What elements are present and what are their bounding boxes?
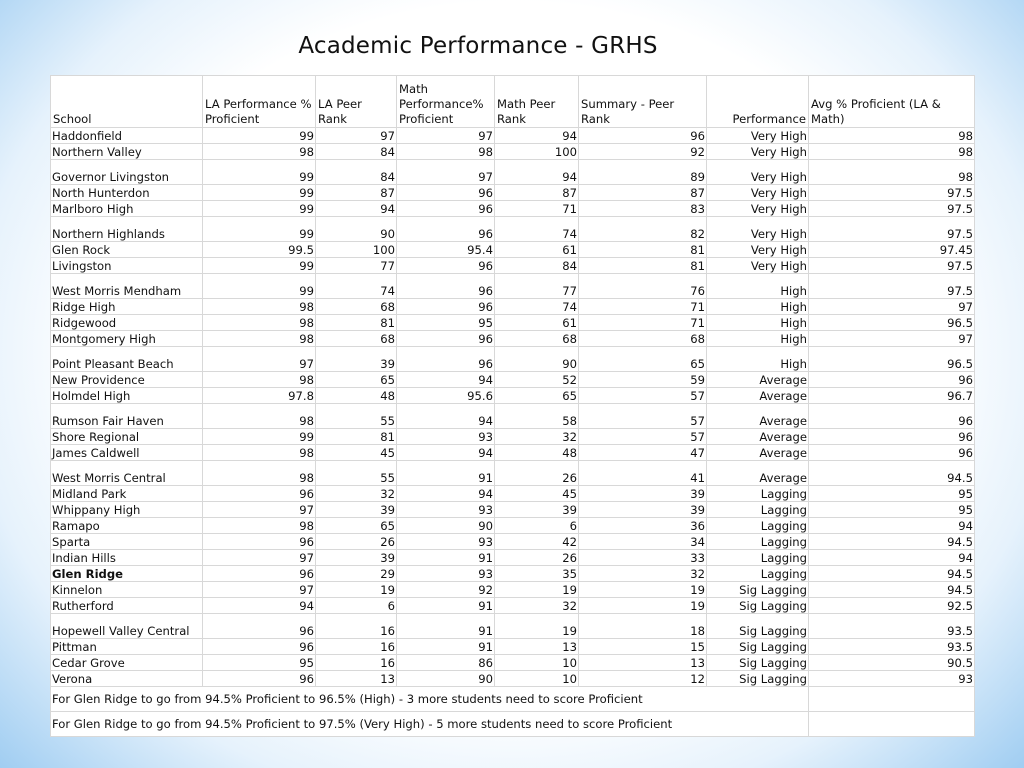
cell-avg-proficient: 95 xyxy=(809,502,975,518)
table-row xyxy=(51,429,975,445)
cell-avg-proficient: 94 xyxy=(809,518,975,534)
cell-performance: Average xyxy=(707,461,809,486)
table-row xyxy=(51,598,975,614)
cell-math-peer-rank: 19 xyxy=(495,582,579,598)
cell-school: Livingston xyxy=(51,258,203,274)
cell-la-proficient: 99 xyxy=(203,201,316,217)
cell-math-peer-rank: 19 xyxy=(495,614,579,639)
cell-math-peer-rank: 90 xyxy=(495,347,579,372)
cell-math-proficient: 91 xyxy=(397,614,495,639)
table-row xyxy=(51,639,975,655)
cell-performance: Very High xyxy=(707,242,809,258)
cell-performance: Lagging xyxy=(707,534,809,550)
cell-performance: Average xyxy=(707,388,809,404)
cell-school: Verona xyxy=(51,671,203,687)
cell-math-peer-rank: 71 xyxy=(495,201,579,217)
cell-la-proficient: 98 xyxy=(203,315,316,331)
cell-la-proficient: 98 xyxy=(203,299,316,315)
cell-school: Ridge High xyxy=(51,299,203,315)
cell-math-peer-rank: 61 xyxy=(495,315,579,331)
cell-math-proficient: 93 xyxy=(397,429,495,445)
cell-avg-proficient: 97.5 xyxy=(809,258,975,274)
cell-math-proficient: 98 xyxy=(397,144,495,160)
cell-la-proficient: 96 xyxy=(203,486,316,502)
cell-avg-proficient: 97.5 xyxy=(809,201,975,217)
cell-la-proficient: 99 xyxy=(203,274,316,299)
cell-performance: Average xyxy=(707,372,809,388)
cell-la-proficient: 98 xyxy=(203,461,316,486)
cell-math-peer-rank: 77 xyxy=(495,274,579,299)
cell-la-proficient: 96 xyxy=(203,614,316,639)
table-row xyxy=(51,347,975,372)
cell-avg-proficient: 97 xyxy=(809,299,975,315)
cell-avg-proficient: 93 xyxy=(809,671,975,687)
cell-la-proficient: 99 xyxy=(203,185,316,201)
cell-school: Indian Hills xyxy=(51,550,203,566)
cell-la-peer-rank: 65 xyxy=(316,518,397,534)
table-row xyxy=(51,242,975,258)
cell-summary-peer-rank: 71 xyxy=(579,299,707,315)
table-row xyxy=(51,614,975,639)
cell-la-peer-rank: 19 xyxy=(316,582,397,598)
cell-la-peer-rank: 39 xyxy=(316,550,397,566)
cell-math-peer-rank: 32 xyxy=(495,429,579,445)
cell-math-proficient: 93 xyxy=(397,502,495,518)
cell-la-proficient: 94 xyxy=(203,598,316,614)
table-row xyxy=(51,388,975,404)
cell-performance: Very High xyxy=(707,128,809,144)
cell-la-peer-rank: 16 xyxy=(316,614,397,639)
cell-la-proficient: 99 xyxy=(203,128,316,144)
cell-math-peer-rank: 10 xyxy=(495,655,579,671)
table-body xyxy=(51,128,975,687)
cell-summary-peer-rank: 57 xyxy=(579,429,707,445)
cell-performance: Very High xyxy=(707,258,809,274)
cell-math-peer-rank: 26 xyxy=(495,550,579,566)
cell-la-proficient: 98 xyxy=(203,518,316,534)
cell-performance: High xyxy=(707,299,809,315)
cell-performance: Sig Lagging xyxy=(707,655,809,671)
cell-la-peer-rank: 16 xyxy=(316,639,397,655)
cell-la-peer-rank: 84 xyxy=(316,160,397,185)
header-avg-proficient: Avg % Proficient (LA & Math) xyxy=(809,76,975,128)
cell-la-peer-rank: 94 xyxy=(316,201,397,217)
cell-math-proficient: 95 xyxy=(397,315,495,331)
cell-avg-proficient: 96.5 xyxy=(809,347,975,372)
note-text: For Glen Ridge to go from 94.5% Proficient to 97.5% (Very High) - 5 more students need to score Proficient xyxy=(51,712,809,737)
cell-performance: High xyxy=(707,331,809,347)
cell-summary-peer-rank: 65 xyxy=(579,347,707,372)
cell-avg-proficient: 94.5 xyxy=(809,534,975,550)
note-empty-cell xyxy=(809,687,975,712)
cell-performance: Sig Lagging xyxy=(707,639,809,655)
cell-la-proficient: 99.5 xyxy=(203,242,316,258)
cell-avg-proficient: 97.45 xyxy=(809,242,975,258)
cell-la-proficient: 97 xyxy=(203,347,316,372)
table-row xyxy=(51,372,975,388)
note-empty-cell xyxy=(809,712,975,737)
cell-math-peer-rank: 74 xyxy=(495,217,579,242)
cell-math-proficient: 96 xyxy=(397,331,495,347)
header-la-proficient: LA Performance % Proficient xyxy=(203,76,316,128)
cell-avg-proficient: 93.5 xyxy=(809,614,975,639)
cell-math-peer-rank: 87 xyxy=(495,185,579,201)
cell-avg-proficient: 96 xyxy=(809,429,975,445)
cell-school: Haddonfield xyxy=(51,128,203,144)
cell-performance: High xyxy=(707,315,809,331)
cell-math-peer-rank: 45 xyxy=(495,486,579,502)
cell-math-peer-rank: 39 xyxy=(495,502,579,518)
cell-performance: Average xyxy=(707,404,809,429)
cell-avg-proficient: 97 xyxy=(809,331,975,347)
cell-school: West Morris Central xyxy=(51,461,203,486)
cell-math-proficient: 90 xyxy=(397,671,495,687)
cell-la-proficient: 97 xyxy=(203,582,316,598)
cell-avg-proficient: 97.5 xyxy=(809,217,975,242)
cell-performance: Very High xyxy=(707,185,809,201)
cell-summary-peer-rank: 19 xyxy=(579,582,707,598)
cell-la-peer-rank: 39 xyxy=(316,502,397,518)
cell-math-peer-rank: 52 xyxy=(495,372,579,388)
cell-summary-peer-rank: 19 xyxy=(579,598,707,614)
cell-performance: High xyxy=(707,347,809,372)
cell-la-peer-rank: 90 xyxy=(316,217,397,242)
cell-summary-peer-rank: 81 xyxy=(579,258,707,274)
table-row xyxy=(51,582,975,598)
cell-performance: Sig Lagging xyxy=(707,614,809,639)
table-row xyxy=(51,274,975,299)
page-title: Academic Performance - GRHS xyxy=(298,33,658,59)
cell-summary-peer-rank: 59 xyxy=(579,372,707,388)
cell-math-peer-rank: 6 xyxy=(495,518,579,534)
cell-summary-peer-rank: 71 xyxy=(579,315,707,331)
table-row xyxy=(51,185,975,201)
cell-la-peer-rank: 16 xyxy=(316,655,397,671)
cell-math-proficient: 91 xyxy=(397,639,495,655)
table-row xyxy=(51,445,975,461)
cell-la-peer-rank: 39 xyxy=(316,347,397,372)
cell-la-peer-rank: 68 xyxy=(316,299,397,315)
cell-avg-proficient: 96 xyxy=(809,445,975,461)
cell-la-proficient: 98 xyxy=(203,331,316,347)
cell-la-proficient: 96 xyxy=(203,534,316,550)
cell-performance: Sig Lagging xyxy=(707,582,809,598)
header-math-peer-rank: Math Peer Rank xyxy=(495,76,579,128)
cell-math-peer-rank: 94 xyxy=(495,128,579,144)
cell-summary-peer-rank: 57 xyxy=(579,404,707,429)
cell-avg-proficient: 94.5 xyxy=(809,582,975,598)
cell-school: Holmdel High xyxy=(51,388,203,404)
cell-la-peer-rank: 81 xyxy=(316,315,397,331)
cell-performance: Very High xyxy=(707,160,809,185)
table-row xyxy=(51,331,975,347)
cell-math-proficient: 94 xyxy=(397,404,495,429)
cell-math-proficient: 95.4 xyxy=(397,242,495,258)
cell-la-proficient: 99 xyxy=(203,160,316,185)
cell-math-peer-rank: 65 xyxy=(495,388,579,404)
table-row xyxy=(51,486,975,502)
cell-la-peer-rank: 84 xyxy=(316,144,397,160)
cell-la-proficient: 98 xyxy=(203,445,316,461)
cell-la-peer-rank: 97 xyxy=(316,128,397,144)
cell-la-proficient: 99 xyxy=(203,429,316,445)
cell-school: Cedar Grove xyxy=(51,655,203,671)
cell-performance: Lagging xyxy=(707,486,809,502)
cell-math-proficient: 90 xyxy=(397,518,495,534)
cell-school: Ridgewood xyxy=(51,315,203,331)
cell-avg-proficient: 94.5 xyxy=(809,461,975,486)
cell-la-peer-rank: 45 xyxy=(316,445,397,461)
cell-avg-proficient: 97.5 xyxy=(809,185,975,201)
cell-math-peer-rank: 100 xyxy=(495,144,579,160)
cell-la-proficient: 96 xyxy=(203,671,316,687)
header-la-peer-rank: LA Peer Rank xyxy=(316,76,397,128)
cell-school: James Caldwell xyxy=(51,445,203,461)
cell-la-peer-rank: 32 xyxy=(316,486,397,502)
cell-avg-proficient: 96.5 xyxy=(809,315,975,331)
cell-math-proficient: 96 xyxy=(397,217,495,242)
cell-summary-peer-rank: 57 xyxy=(579,388,707,404)
performance-table-container xyxy=(50,75,974,737)
cell-summary-peer-rank: 68 xyxy=(579,331,707,347)
cell-la-peer-rank: 26 xyxy=(316,534,397,550)
table-row xyxy=(51,502,975,518)
cell-la-proficient: 97 xyxy=(203,502,316,518)
cell-school: Midland Park xyxy=(51,486,203,502)
cell-avg-proficient: 96 xyxy=(809,372,975,388)
header-row xyxy=(51,76,975,128)
cell-school: Northern Valley xyxy=(51,144,203,160)
cell-math-proficient: 96 xyxy=(397,347,495,372)
cell-school: Ramapo xyxy=(51,518,203,534)
cell-avg-proficient: 96 xyxy=(809,404,975,429)
cell-math-proficient: 95.6 xyxy=(397,388,495,404)
cell-avg-proficient: 96.7 xyxy=(809,388,975,404)
table-row xyxy=(51,404,975,429)
cell-la-proficient: 98 xyxy=(203,404,316,429)
table-row xyxy=(51,144,975,160)
cell-summary-peer-rank: 15 xyxy=(579,639,707,655)
table-row xyxy=(51,315,975,331)
cell-la-proficient: 96 xyxy=(203,639,316,655)
cell-summary-peer-rank: 96 xyxy=(579,128,707,144)
cell-math-proficient: 97 xyxy=(397,160,495,185)
cell-la-proficient: 99 xyxy=(203,258,316,274)
cell-performance: Sig Lagging xyxy=(707,671,809,687)
cell-math-proficient: 96 xyxy=(397,274,495,299)
table-row xyxy=(51,461,975,486)
cell-performance: Lagging xyxy=(707,550,809,566)
cell-la-peer-rank: 65 xyxy=(316,372,397,388)
cell-summary-peer-rank: 87 xyxy=(579,185,707,201)
cell-school: Rutherford xyxy=(51,598,203,614)
cell-avg-proficient: 90.5 xyxy=(809,655,975,671)
cell-math-proficient: 86 xyxy=(397,655,495,671)
header-math-proficient: Math Performance% Proficient xyxy=(397,76,495,128)
cell-summary-peer-rank: 92 xyxy=(579,144,707,160)
table-row xyxy=(51,160,975,185)
cell-math-peer-rank: 13 xyxy=(495,639,579,655)
cell-math-proficient: 93 xyxy=(397,534,495,550)
note-row xyxy=(51,712,975,737)
cell-summary-peer-rank: 12 xyxy=(579,671,707,687)
cell-performance: Very High xyxy=(707,217,809,242)
cell-la-peer-rank: 100 xyxy=(316,242,397,258)
cell-math-peer-rank: 61 xyxy=(495,242,579,258)
cell-school: Hopewell Valley Central xyxy=(51,614,203,639)
cell-math-proficient: 91 xyxy=(397,461,495,486)
cell-la-peer-rank: 55 xyxy=(316,404,397,429)
cell-math-peer-rank: 68 xyxy=(495,331,579,347)
cell-school: Rumson Fair Haven xyxy=(51,404,203,429)
cell-avg-proficient: 94.5 xyxy=(809,566,975,582)
cell-school: Sparta xyxy=(51,534,203,550)
cell-math-peer-rank: 26 xyxy=(495,461,579,486)
cell-math-proficient: 94 xyxy=(397,445,495,461)
cell-avg-proficient: 98 xyxy=(809,128,975,144)
header-performance: Performance xyxy=(707,76,809,128)
table-row xyxy=(51,655,975,671)
table-row xyxy=(51,128,975,144)
cell-la-peer-rank: 6 xyxy=(316,598,397,614)
cell-summary-peer-rank: 13 xyxy=(579,655,707,671)
cell-la-proficient: 95 xyxy=(203,655,316,671)
table-row xyxy=(51,258,975,274)
cell-summary-peer-rank: 33 xyxy=(579,550,707,566)
cell-summary-peer-rank: 41 xyxy=(579,461,707,486)
cell-school: Shore Regional xyxy=(51,429,203,445)
cell-school: Point Pleasant Beach xyxy=(51,347,203,372)
cell-school: Marlboro High xyxy=(51,201,203,217)
cell-la-peer-rank: 13 xyxy=(316,671,397,687)
cell-school: Glen Ridge xyxy=(51,566,203,582)
cell-performance: Lagging xyxy=(707,518,809,534)
cell-summary-peer-rank: 18 xyxy=(579,614,707,639)
performance-table xyxy=(50,75,975,737)
cell-summary-peer-rank: 34 xyxy=(579,534,707,550)
cell-performance: Average xyxy=(707,445,809,461)
cell-avg-proficient: 98 xyxy=(809,160,975,185)
cell-math-proficient: 96 xyxy=(397,185,495,201)
cell-la-proficient: 97.8 xyxy=(203,388,316,404)
note-row xyxy=(51,687,975,712)
header-summary-peer-rank: Summary - Peer Rank xyxy=(579,76,707,128)
cell-avg-proficient: 97.5 xyxy=(809,274,975,299)
cell-performance: Lagging xyxy=(707,502,809,518)
cell-school: Northern Highlands xyxy=(51,217,203,242)
cell-math-peer-rank: 35 xyxy=(495,566,579,582)
cell-la-peer-rank: 55 xyxy=(316,461,397,486)
cell-summary-peer-rank: 89 xyxy=(579,160,707,185)
cell-math-proficient: 96 xyxy=(397,201,495,217)
cell-school: Glen Rock xyxy=(51,242,203,258)
cell-la-proficient: 98 xyxy=(203,144,316,160)
cell-avg-proficient: 93.5 xyxy=(809,639,975,655)
note-text: For Glen Ridge to go from 94.5% Proficient to 96.5% (High) - 3 more students need to score Proficient xyxy=(51,687,809,712)
cell-school: Kinnelon xyxy=(51,582,203,598)
cell-math-proficient: 91 xyxy=(397,598,495,614)
cell-avg-proficient: 95 xyxy=(809,486,975,502)
cell-school: Montgomery High xyxy=(51,331,203,347)
cell-la-peer-rank: 74 xyxy=(316,274,397,299)
cell-summary-peer-rank: 47 xyxy=(579,445,707,461)
cell-avg-proficient: 98 xyxy=(809,144,975,160)
cell-summary-peer-rank: 83 xyxy=(579,201,707,217)
cell-la-proficient: 99 xyxy=(203,217,316,242)
cell-avg-proficient: 92.5 xyxy=(809,598,975,614)
cell-school: New Providence xyxy=(51,372,203,388)
table-row xyxy=(51,518,975,534)
cell-math-peer-rank: 48 xyxy=(495,445,579,461)
cell-math-proficient: 91 xyxy=(397,550,495,566)
cell-math-peer-rank: 32 xyxy=(495,598,579,614)
table-row xyxy=(51,201,975,217)
table-row xyxy=(51,566,975,582)
cell-math-proficient: 94 xyxy=(397,372,495,388)
cell-performance: Sig Lagging xyxy=(707,598,809,614)
cell-summary-peer-rank: 36 xyxy=(579,518,707,534)
cell-performance: High xyxy=(707,274,809,299)
cell-avg-proficient: 94 xyxy=(809,550,975,566)
cell-math-proficient: 96 xyxy=(397,258,495,274)
cell-school: North Hunterdon xyxy=(51,185,203,201)
header-school: School xyxy=(51,76,203,128)
cell-school: Pittman xyxy=(51,639,203,655)
cell-math-proficient: 92 xyxy=(397,582,495,598)
cell-summary-peer-rank: 39 xyxy=(579,486,707,502)
cell-la-peer-rank: 81 xyxy=(316,429,397,445)
cell-la-peer-rank: 77 xyxy=(316,258,397,274)
cell-school: Governor Livingston xyxy=(51,160,203,185)
cell-summary-peer-rank: 82 xyxy=(579,217,707,242)
cell-math-peer-rank: 84 xyxy=(495,258,579,274)
table-row xyxy=(51,299,975,315)
cell-math-proficient: 93 xyxy=(397,566,495,582)
cell-la-peer-rank: 48 xyxy=(316,388,397,404)
cell-performance: Very High xyxy=(707,201,809,217)
cell-math-peer-rank: 74 xyxy=(495,299,579,315)
cell-la-peer-rank: 68 xyxy=(316,331,397,347)
cell-math-peer-rank: 94 xyxy=(495,160,579,185)
table-row xyxy=(51,550,975,566)
table-row xyxy=(51,534,975,550)
cell-math-proficient: 94 xyxy=(397,486,495,502)
cell-la-proficient: 96 xyxy=(203,566,316,582)
cell-school: West Morris Mendham xyxy=(51,274,203,299)
cell-summary-peer-rank: 39 xyxy=(579,502,707,518)
cell-performance: Average xyxy=(707,429,809,445)
cell-summary-peer-rank: 76 xyxy=(579,274,707,299)
cell-math-peer-rank: 10 xyxy=(495,671,579,687)
cell-math-proficient: 97 xyxy=(397,128,495,144)
cell-math-peer-rank: 42 xyxy=(495,534,579,550)
cell-math-proficient: 96 xyxy=(397,299,495,315)
cell-la-proficient: 97 xyxy=(203,550,316,566)
cell-math-peer-rank: 58 xyxy=(495,404,579,429)
cell-la-peer-rank: 87 xyxy=(316,185,397,201)
cell-summary-peer-rank: 32 xyxy=(579,566,707,582)
table-row xyxy=(51,217,975,242)
cell-school: Whippany High xyxy=(51,502,203,518)
cell-la-peer-rank: 29 xyxy=(316,566,397,582)
cell-performance: Lagging xyxy=(707,566,809,582)
table-row xyxy=(51,671,975,687)
cell-la-proficient: 98 xyxy=(203,372,316,388)
cell-summary-peer-rank: 81 xyxy=(579,242,707,258)
cell-performance: Very High xyxy=(707,144,809,160)
